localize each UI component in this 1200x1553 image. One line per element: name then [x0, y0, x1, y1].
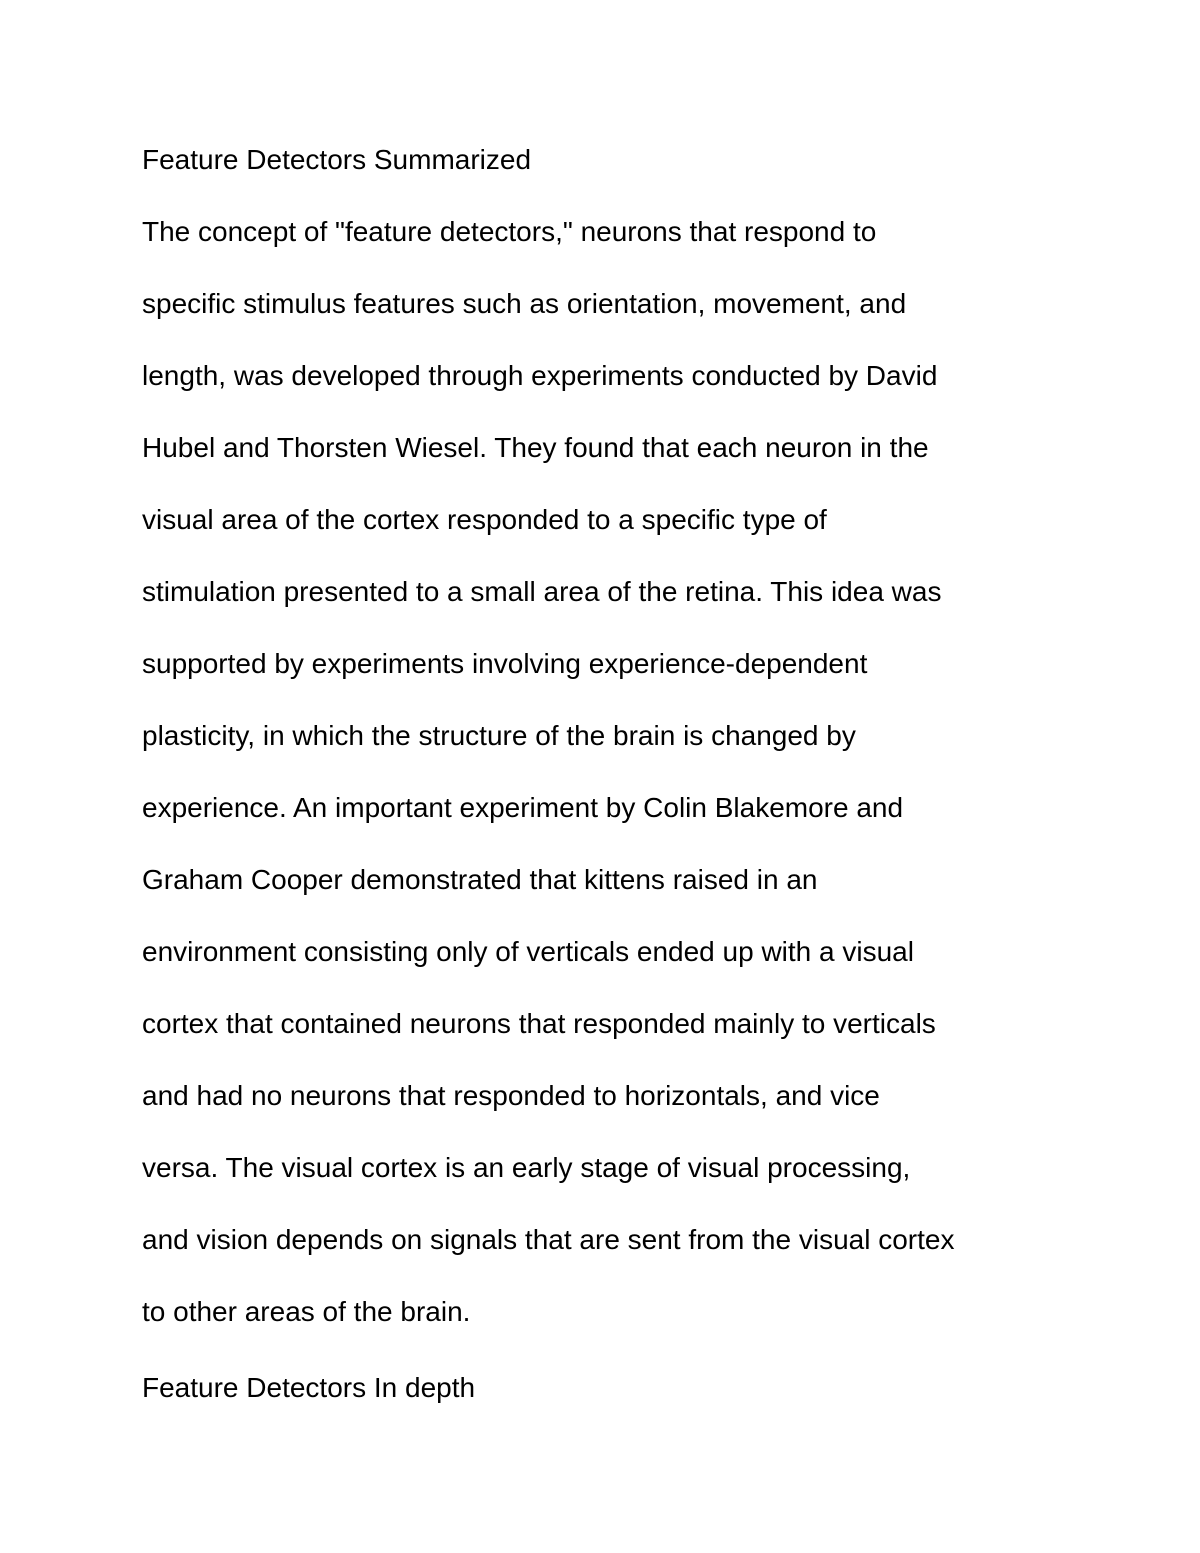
- paragraph-line: stimulation presented to a small area of the retina. This idea was: [142, 576, 942, 607]
- paragraph-line: Hubel and Thorsten Wiesel. They found that each neuron in the: [142, 432, 929, 463]
- paragraph-line: Graham Cooper demonstrated that kittens raised in an: [142, 864, 818, 895]
- paragraph-line: supported by experiments involving experience-dependent: [142, 648, 868, 679]
- summary-paragraph: [142, 214, 1082, 1366]
- paragraph-line: versa. The visual cortex is an early stage of visual processing,: [142, 1152, 911, 1183]
- paragraph-line: and had no neurons that responded to horizontals, and vice: [142, 1080, 880, 1111]
- paragraph-line: specific stimulus features such as orientation, movement, and: [142, 288, 907, 319]
- paragraph-line: The concept of "feature detectors," neurons that respond to: [142, 216, 877, 247]
- paragraph-line: length, was developed through experiments conducted by David: [142, 360, 938, 391]
- paragraph-line: experience. An important experiment by Colin Blakemore and: [142, 792, 904, 823]
- paragraph-line: environment consisting only of verticals ended up with a visual: [142, 936, 914, 967]
- paragraph-line: to other areas of the brain.: [142, 1296, 471, 1327]
- paragraph-line: cortex that contained neurons that responded mainly to verticals: [142, 1008, 936, 1039]
- paragraph-line: visual area of the cortex responded to a specific type of: [142, 504, 827, 535]
- section-heading-in-depth: Feature Detectors In depth: [142, 1372, 476, 1403]
- paragraph-line: plasticity, in which the structure of the brain is changed by: [142, 720, 856, 751]
- section-heading-summary: Feature Detectors Summarized: [142, 144, 532, 175]
- paragraph-line: and vision depends on signals that are sent from the visual cortex: [142, 1224, 955, 1255]
